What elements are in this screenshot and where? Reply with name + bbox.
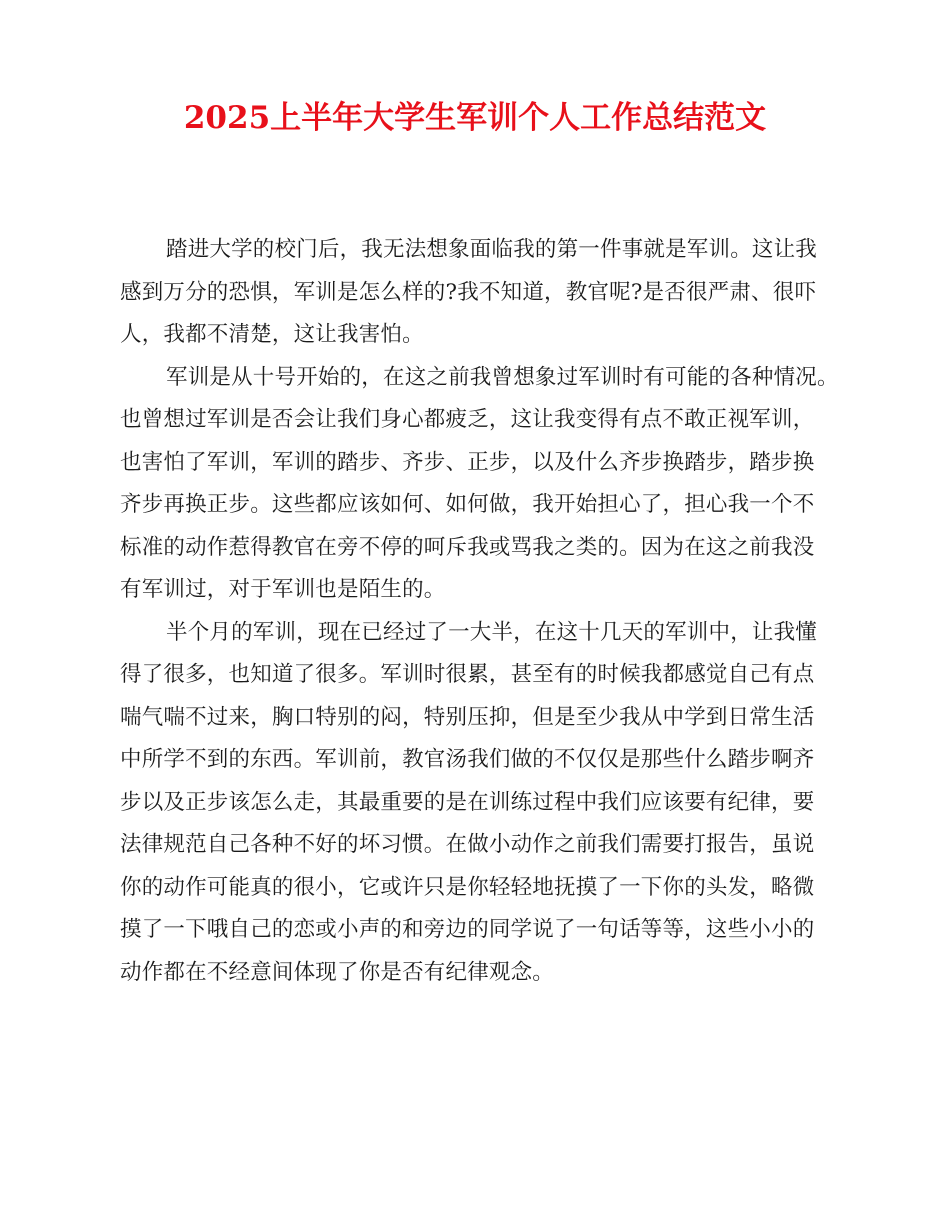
paragraph-1 [120, 229, 840, 357]
paragraph-line: 你的动作可能真的很小，它或许只是你轻轻地抚摸了一下你的头发，略微 [120, 874, 815, 900]
document-title: 2025上半年大学生军训个人工作总结范文 [183, 100, 767, 136]
paragraph-line: 摸了一下哦自己的恋或小声的和旁边的同学说了一句话等等，这些小小的 [120, 917, 815, 942]
paragraph-line: 踏进大学的校门后，我无法想象面临我的第一件事就是军训。这让我 [166, 237, 818, 262]
paragraph-line: 也曾想过军训是否会让我们身心都疲乏，这让我变得有点不敢正视军训， [120, 407, 815, 432]
paragraph-line: 感到万分的恐惧，军训是怎么样的?我不知道，教官呢?是否很严肃、很吓 [120, 279, 817, 305]
paragraph-line: 齐步再换正步。这些都应该如何、如何做，我开始担心了，担心我一个不 [120, 492, 815, 517]
paragraph-line: 喘气喘不过来，胸口特别的闷，特别压抑，但是至少我从中学到日常生活 [120, 704, 815, 730]
paragraph-line: 步以及正步该怎么走，其最重要的是在训练过程中我们应该要有纪律，要 [120, 789, 815, 815]
paragraph-line: 中所学不到的东西。军训前，教官汤我们做的不仅仅是那些什么踏步啊齐 [120, 747, 815, 772]
paragraph-line: 动作都在不经意间体现了你是否有纪律观念。 [120, 959, 555, 985]
paragraph-line: 人，我都不清楚，这让我害怕。 [120, 322, 424, 347]
paragraph-line: 法律规范自己各种不好的坏习惯。在做小动作之前我们需要打报告，虽说 [120, 832, 815, 857]
paragraph-line: 得了很多，也知道了很多。军训时很累，甚至有的时候我都感觉自己有点 [120, 662, 815, 687]
paragraph-line: 也害怕了军训，军训的踏步、齐步、正步，以及什么齐步换踏步，踏步换 [120, 449, 815, 475]
paragraph-line: 半个月的军训，现在已经过了一大半，在这十几天的军训中，让我懂 [166, 619, 818, 645]
document-body [120, 229, 840, 994]
paragraph-line: 军训是从十号开始的，在这之前我曾想象过军训时有可能的各种情况。 [166, 364, 839, 390]
paragraph-3 [120, 612, 840, 995]
paragraph-2 [120, 357, 840, 612]
paragraph-line: 有军训过，对于军训也是陌生的。 [120, 577, 446, 602]
paragraph-line: 标准的动作惹得教官在旁不停的呵斥我或骂我之类的。因为在这之前我没 [120, 534, 815, 560]
